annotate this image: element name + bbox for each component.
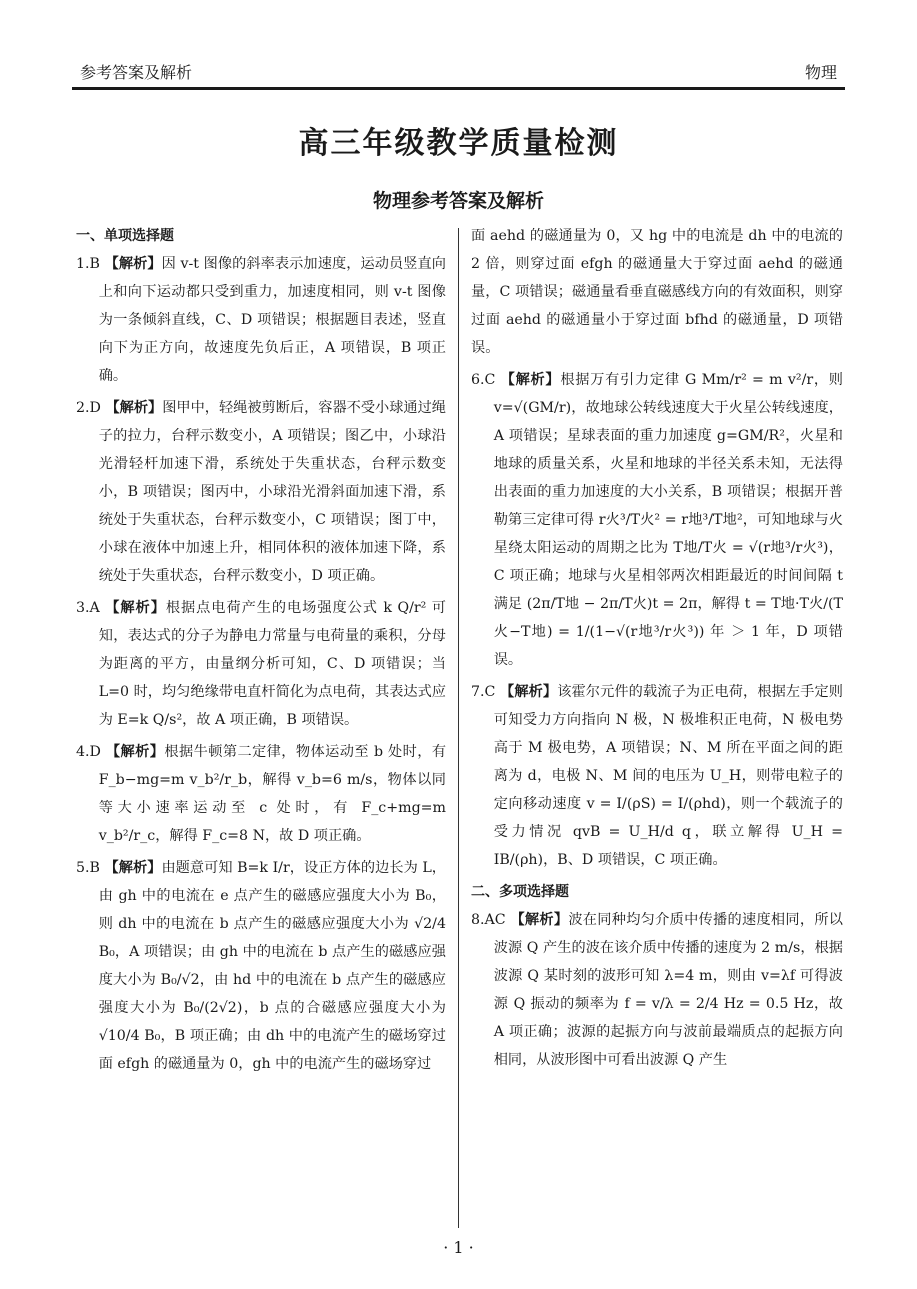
analysis-tag: 【解析】 <box>510 912 569 928</box>
analysis-tag: 【解析】 <box>500 684 558 700</box>
analysis-text: 根据点电荷产生的电场强度公式 k Q/r² 可知，表达式的分子为静电力常量与电荷量的乘积，分母为距离的平方，由量纲分析可知，C、D 项错误；当 L=0 时，均匀绝缘带电直杆简化为点电荷，其表达式应为 E=k Q/s²，故 A 项正确，B 项错误。 <box>98 600 446 728</box>
analysis-text: 该霍尔元件的载流子为正电荷，根据左手定则可知受力方向指向 N 极，N 极堆积正电荷，N 极电势高于 M 极电势，A 项错误；N、M 所在平面之间的距离为 d，电极 N、M 间的电压为 U_H，则带电粒子的定向移动速度 v = I/(ρS) = I/(ρhd)，则一个载流子的受力情况 qvB = U_H/d q，联立解得 U_H = IB/(ρh)，B、D 项错误，C 项正确。 <box>493 684 843 868</box>
answer-continuation: 面 aehd 的磁通量为 0，又 hg 中的电流是 dh 中的电流的 2 倍，则穿过面 efgh 的磁通量大于穿过面 aehd 的磁通量，C 项错误；磁通量看垂直磁感线方向的有效面积，则穿过面 aehd 的磁通量小于穿过面 bfhd 的磁通量，D 项错误。 <box>471 228 843 356</box>
answer-number: 5.B <box>76 860 100 876</box>
page-title: 高三年级教学质量检测 <box>298 126 619 161</box>
analysis-tag: 【解析】 <box>105 600 166 616</box>
right-column <box>471 222 843 1078</box>
answer-item <box>76 738 446 850</box>
header-left-label: 参考答案及解析 <box>80 63 193 82</box>
answer-number: 1.B <box>76 256 100 272</box>
answer-item <box>471 906 843 1074</box>
analysis-tag: 【解析】 <box>105 400 163 416</box>
section-heading: 一、单项选择题 <box>76 228 174 244</box>
answer-item <box>76 250 446 390</box>
column-divider <box>458 228 459 1228</box>
header-rule <box>72 87 845 90</box>
answer-number: 2.D <box>76 400 101 416</box>
left-column <box>76 222 446 1082</box>
answer-number: 6.C <box>471 372 496 388</box>
analysis-text: 根据万有引力定律 G Mm/r² = m v²/r，则 v=√(GM/r)，故地球公转线速度大于火星公转线速度，A 项错误；星球表面的重力加速度 g=GM/R²，火星和地球的质量关系，火星和地球的半径关系未知，无法得出表面的重力加速度的大小关系，B 项错误；根据开普勒第三定律可得 r火³/T火² = r地³/T地²，可知地球与火星绕太阳运动的周期之比为 T地/T火 = √(r地³/r火³)，C 项正确；地球与火星相邻两次相距最近的时间间隔 t 满足 (2π/T地 − 2π/T火)t = 2π，解得 t = T地·T火/(T火−T地) = 1/(1−√(r地³/r火³)) 年 ＞ 1 年，D 项错误。 <box>493 372 843 668</box>
answer-number: 8.AC <box>471 912 506 928</box>
page-subtitle: 物理参考答案及解析 <box>372 190 544 212</box>
answer-item <box>471 366 843 674</box>
analysis-text: 由题意可知 B=k I/r，设正方体的边长为 L，由 gh 中的电流在 e 点产生的磁感应强度大小为 B₀，则 dh 中的电流在 b 点产生的磁感应强度大小为 √2/4 B₀，A 项错误；由 gh 中的电流在 b 点产生的磁感应强度大小为 B₀/√2，由 hd 中的电流在 b 点产生的磁感应强度大小为 B₀/(2√2)，b 点的合磁感应强度大小为 √10/4 B₀，B 项正确；由 dh 中的电流产生的磁场穿过面 efgh 的磁通量为 0，gh 中的电流产生的磁场穿过 <box>98 860 446 1072</box>
analysis-text: 图甲中，轻绳被剪断后，容器不受小球通过绳子的拉力，台秤示数变小，A 项错误；图乙中，小球沿光滑轻杆加速下滑，系统处于失重状态，台秤示数变小，B 项错误；图丙中，小球沿光滑斜面加速下滑，系统处于失重状态，台秤示数变小，C 项错误；图丁中，小球在液体中加速上升，相同体积的液体加速下降，系统处于失重状态，台秤示数变小，D 项正确。 <box>98 400 446 584</box>
analysis-tag: 【解析】 <box>500 372 561 388</box>
analysis-tag: 【解析】 <box>104 256 162 272</box>
answer-number: 3.A <box>76 600 100 616</box>
analysis-tag: 【解析】 <box>104 860 162 876</box>
analysis-text: 因 v-t 图像的斜率表示加速度，运动员竖直向上和向下运动都只受到重力，加速度相同，则 v-t 图像为一条倾斜直线，C、D 项错误；根据题目表述，竖直向下为正方向，故速度先负后正，A 项错误，B 项正确。 <box>98 256 446 384</box>
analysis-tag: 【解析】 <box>105 744 165 760</box>
answer-item <box>471 678 843 874</box>
answer-item <box>76 594 446 734</box>
header-subject-label: 物理 <box>804 63 837 82</box>
answer-number: 4.D <box>76 744 101 760</box>
analysis-text: 波在同种均匀介质中传播的速度相同，所以波源 Q 产生的波在该介质中传播的速度为 2 m/s，根据波源 Q 某时刻的波形可知 λ=4 m，则由 v=λf 可得波源 Q 振动的频率为 f = v/λ = 2/4 Hz = 0.5 Hz，故 A 项正确；波源的起振方向与波前最端质点的起振方向相同，从波形图中可看出波源 Q 产生 <box>493 912 843 1068</box>
page-number: · 1 · <box>443 1238 474 1257</box>
answer-number: 7.C <box>471 684 496 700</box>
answer-item <box>76 394 446 590</box>
answer-item <box>76 854 446 1078</box>
page-header <box>72 58 845 86</box>
analysis-text: 根据牛顿第二定律，物体运动至 b 处时，有 F_b−mg=m v_b²/r_b，解得 v_b=6 m/s，物体以同等大小速率运动至 c 处时，有 F_c+mg=m v_b²/r_c，解得 F_c=8 N，故 D 项正确。 <box>98 744 447 844</box>
section-heading: 二、多项选择题 <box>471 884 569 900</box>
